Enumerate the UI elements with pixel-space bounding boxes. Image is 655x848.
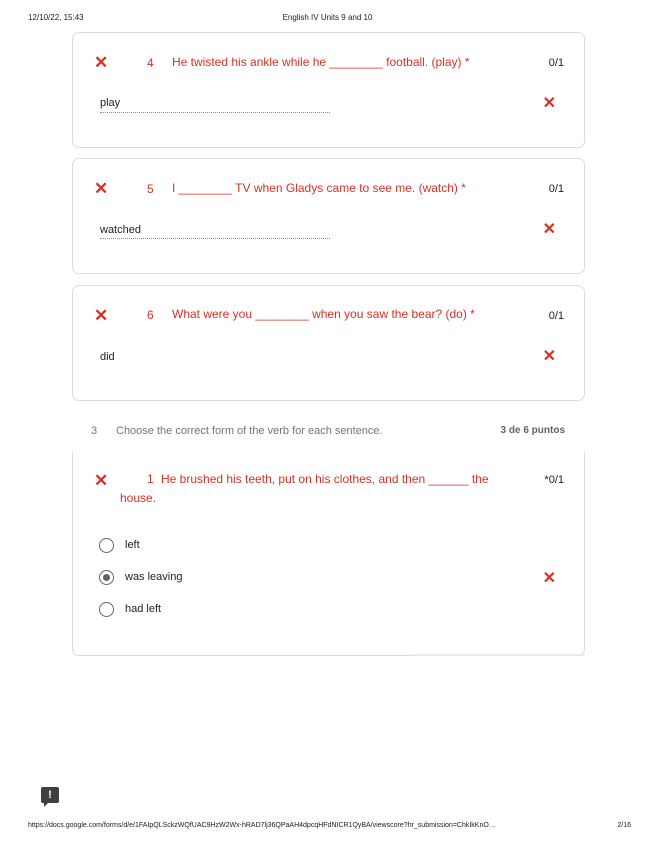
question-text: He twisted his ankle while he ________ football. (play) * [172,55,470,69]
feedback-icon[interactable]: ! [41,787,59,803]
close-icon: ✕ [542,221,556,238]
radio-checked-icon[interactable] [99,570,114,585]
answer-underline [100,112,330,113]
question-text: What were you ________ when you saw the bear? (do) * [172,307,475,321]
answer-text: watched [100,224,141,236]
question-number: 5 [147,182,154,196]
question-card-4 [72,32,585,148]
question-score: 0/1 [548,183,564,195]
answer-underline [100,238,330,239]
section-number: 3 [91,425,98,437]
question-score: 0/1 [548,310,564,322]
mc-question-card [72,452,585,656]
close-icon: ✕ [542,570,556,587]
question-card-6 [72,285,585,401]
question-number: 1 [147,472,154,486]
close-icon: ✕ [542,95,556,112]
footer-url: https://docs.google.com/forms/d/e/1FAIpQLSckzWQfUAC9HzW2Wx-hRAD7lj36QPaAH4dpcqHFdNICR1QyBA/viewscore?hr_submission=ChkIkKnO… [28,822,496,829]
radio-unchecked-icon[interactable] [99,538,114,553]
question-score: *0/1 [544,474,564,486]
question-card-5 [72,158,585,274]
radio-unchecked-icon[interactable] [99,602,114,617]
question-text: He brushed his teeth, put on his clothes, and then ______ the [161,472,489,486]
question-text: I ________ TV when Gladys came to see me. (watch) * [172,181,466,195]
question-number: 6 [147,308,154,322]
footer-page-number: 2/16 [617,822,631,829]
incorrect-icon: ✕ [94,179,109,198]
question-text-line2: house. [120,491,157,505]
option-label: had left [125,603,162,615]
section-title: Choose the correct form of the verb for each sentence. [116,425,383,437]
question-number: 4 [147,56,154,70]
incorrect-icon: ✕ [94,471,109,490]
section-header [72,422,585,442]
print-title: English IV Units 9 and 10 [282,13,373,22]
option-label: was leaving [125,571,183,583]
incorrect-icon: ✕ [94,306,109,325]
card-bottom-strip [411,654,585,656]
print-header [0,0,655,28]
close-icon: ✕ [542,348,556,365]
answer-text: did [100,351,115,363]
print-date: 12/10/22, 15:43 [28,13,84,22]
answer-text: play [100,97,121,109]
question-score: 0/1 [548,57,564,69]
option-label: left [125,539,140,551]
incorrect-icon: ✕ [94,53,109,72]
section-points: 3 de 6 puntos [500,425,565,436]
